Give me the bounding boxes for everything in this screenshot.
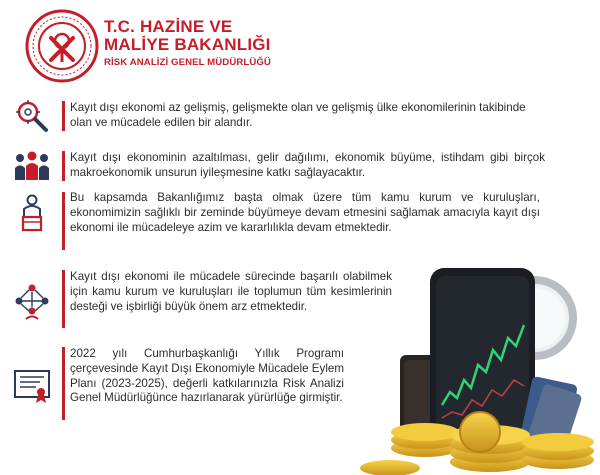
organization-name: [104, 18, 271, 68]
person-podium-icon: [12, 193, 52, 233]
accent-bar: [62, 347, 65, 420]
finance-illustration: [330, 0, 600, 475]
accent-bar: [62, 101, 65, 131]
org-line-3: RİSK ANALİZİ GENEL MÜDÜRLÜĞÜ: [104, 57, 271, 68]
item-text-5: 2022 yılı Cumhurbaşkanlığı Yıllık Programı çerçevesinde Kayıt Dışı Ekonomiyle Mücadele Eylem Planı (2023-2025), değerli katkılarınızla Risk Analizi Genel Müdürlüğünce hazırlanarak yürürlüğe girmiştir.: [70, 347, 344, 405]
item-text-4: Kayıt dışı ekonomi ile mücadele sürecinde başarılı olabilmek için kamu kurum ve kuruluşları ile toplumun tüm kesimlerinin desteği ve işbirliği büyük önem arz etmektedir.: [70, 270, 392, 313]
item-text-3: Bu kapsamda Bakanlığımız başta olmak üzere tüm kamu kurum ve kuruluşları, ekonomimizin sağlıklı bir zeminde büyümeye devam etmesini sağlamak amacıyla kayıt dışı ekonomi ile mücadeleye azim ve kararlılıkla devam etmektedir.: [70, 191, 540, 234]
people-group-icon: [12, 146, 52, 186]
org-line-1: T.C. HAZİNE VE: [104, 17, 233, 36]
accent-bar: [62, 270, 65, 328]
magnifier-icon: [12, 96, 52, 136]
document-certificate-icon: [12, 366, 52, 406]
team-network-icon: [12, 281, 52, 321]
accent-bar: [62, 151, 65, 181]
item-text-1: Kayıt dışı ekonomi az gelişmiş, gelişmekte olan ve gelişmiş ülke ekonomilerinin takibinde olan ve mücadele edilen bir alandır.: [70, 101, 526, 129]
ministry-emblem-logo: [24, 8, 100, 84]
org-line-2: MALİYE BAKANLIĞI: [104, 35, 271, 54]
item-text-2: Kayıt dışı ekonominin azaltılması, gelir dağılımı, ekonomik büyüme, istihdam gibi birçok makroekonomik unsurun iyileşmesine katkı sağlayacaktır.: [70, 151, 545, 179]
accent-bar: [62, 192, 65, 250]
